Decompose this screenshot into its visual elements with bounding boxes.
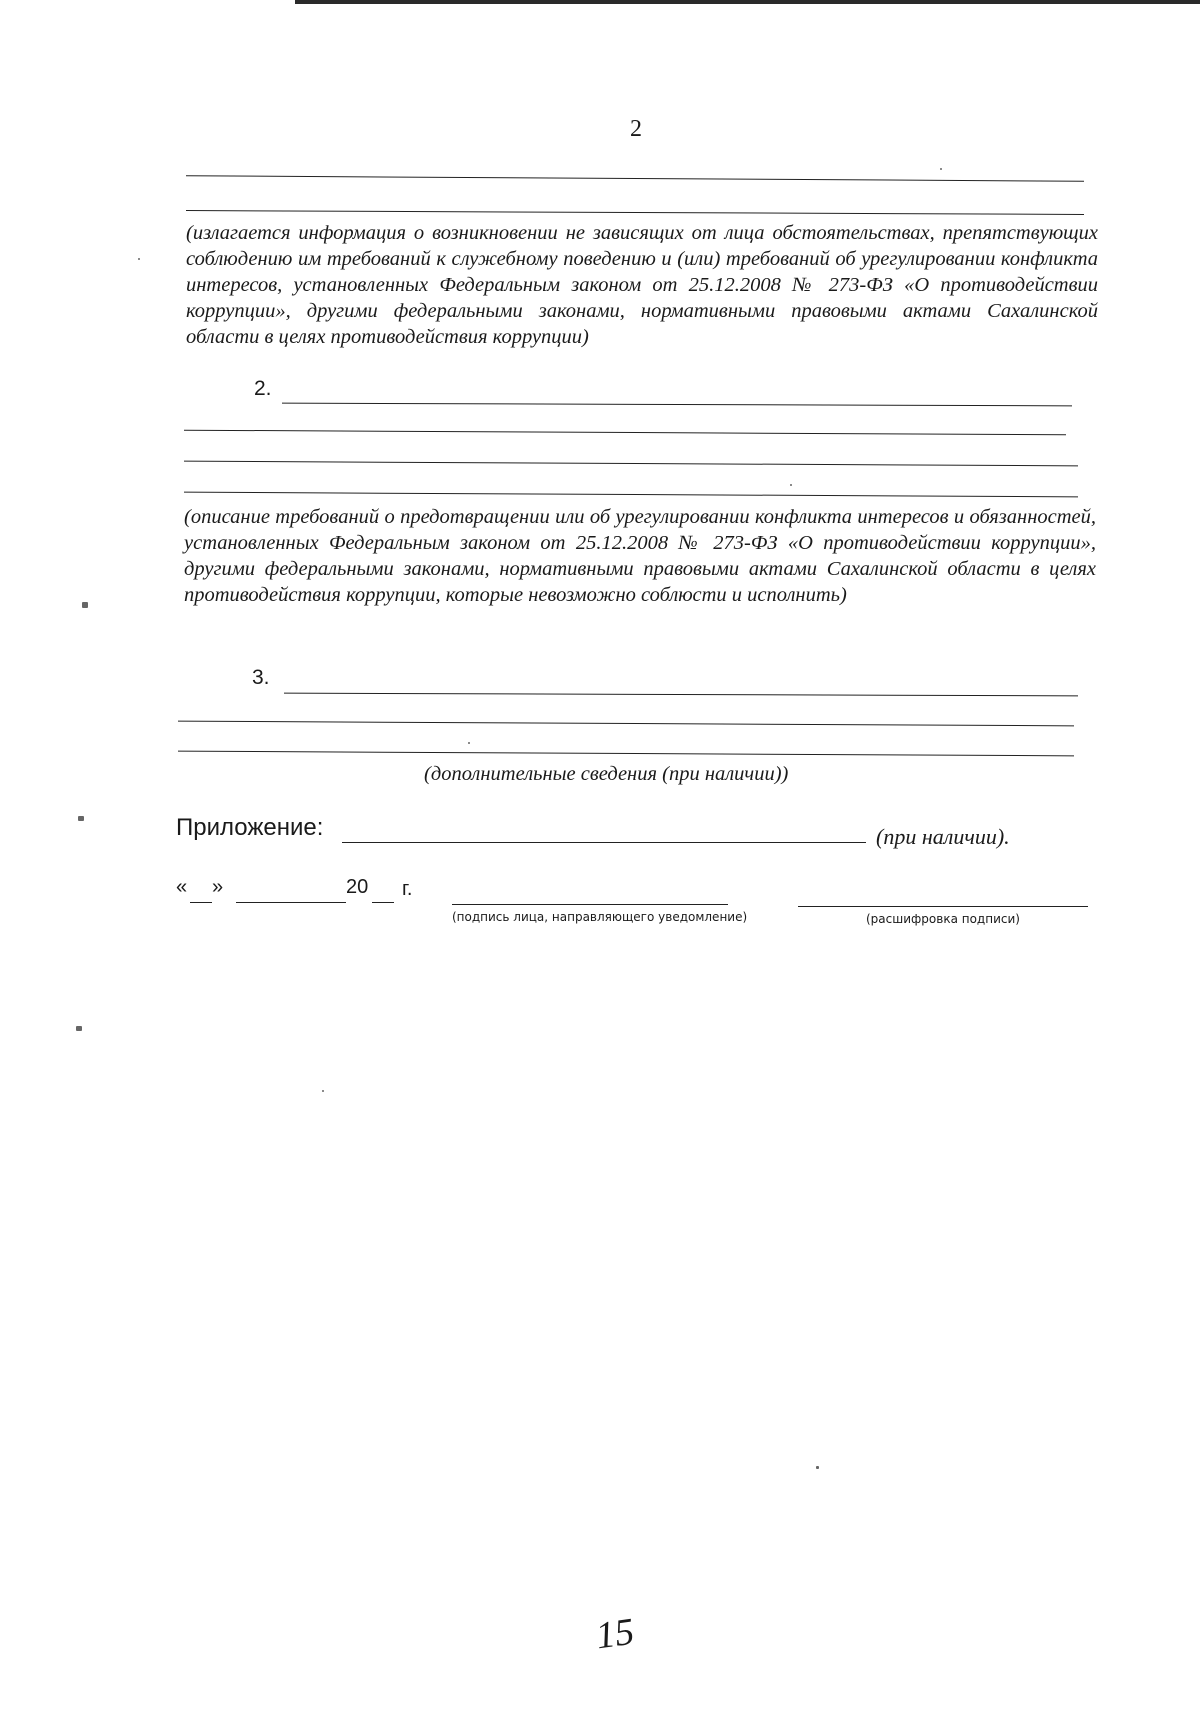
section1-caption: (излагается информация о возникновении не зависящих от лица обстоятельствах, препятствующих соблюдению им требований к служебному поведению и (или) требований об урегулировании конфликта интересов, установленных Федеральным законом от 25.12.2008 № 273-ФЗ «О противодействии коррупции», другими федеральными законами, нормативными правовыми актами Сахалинской области в целях противодействия коррупции) — [186, 222, 1098, 348]
scan-speck — [940, 168, 942, 170]
fill-line-1b — [186, 210, 1084, 215]
handwritten-page-number: 15 — [593, 1610, 637, 1658]
scan-speck — [82, 602, 88, 608]
section3-caption: (дополнительные сведения (при наличии)) — [424, 763, 789, 785]
date-year-suffix: г. — [402, 878, 413, 900]
appendix-label: Приложение: — [176, 814, 324, 841]
date-year-blank — [372, 902, 394, 903]
page-number: 2 — [630, 116, 642, 142]
fill-line-2d — [184, 492, 1078, 498]
date-close-quote: » — [212, 876, 224, 898]
date-day-blank — [190, 902, 212, 903]
scan-speck — [78, 816, 84, 821]
scan-speck — [790, 484, 792, 486]
scan-speck — [468, 742, 470, 744]
scan-speck — [816, 1466, 819, 1469]
scan-speck — [138, 258, 140, 260]
fill-line-2c — [184, 461, 1078, 467]
signer-signature-caption: (подпись лица, направляющего уведомление) — [452, 910, 748, 924]
scan-speck — [322, 1090, 324, 1092]
signer-signature-line — [452, 904, 728, 905]
fill-line-3a — [284, 693, 1078, 697]
fill-line-3c — [178, 751, 1074, 757]
scan-top-edge — [295, 0, 1200, 4]
scan-speck — [76, 1026, 82, 1031]
date-open-quote: « — [176, 876, 188, 898]
signature-decode-caption: (расшифровка подписи) — [866, 912, 1020, 926]
section2-number: 2. — [254, 377, 272, 400]
date-year-prefix: 20 — [346, 876, 369, 898]
appendix-note: (при наличии). — [876, 824, 1010, 849]
fill-line-1a — [186, 175, 1084, 181]
section3-number: 3. — [252, 666, 270, 689]
signature-decode-line — [798, 906, 1088, 907]
fill-line-2b — [184, 430, 1066, 436]
appendix-fill-line — [342, 842, 866, 843]
fill-line-2a — [282, 403, 1072, 407]
date-month-blank — [236, 902, 346, 903]
section2-caption: (описание требований о предотвращении или об урегулировании конфликта интересов и обязанностей, установленных Федеральным законом от 25.12.2008 № 273-ФЗ «О противодействии коррупции», другими федеральными законами, нормативными правовыми актами Сахалинской области в целях противодействия коррупции, которые невозможно соблюсти и исполнить) — [184, 506, 1096, 606]
fill-line-3b — [178, 721, 1074, 727]
